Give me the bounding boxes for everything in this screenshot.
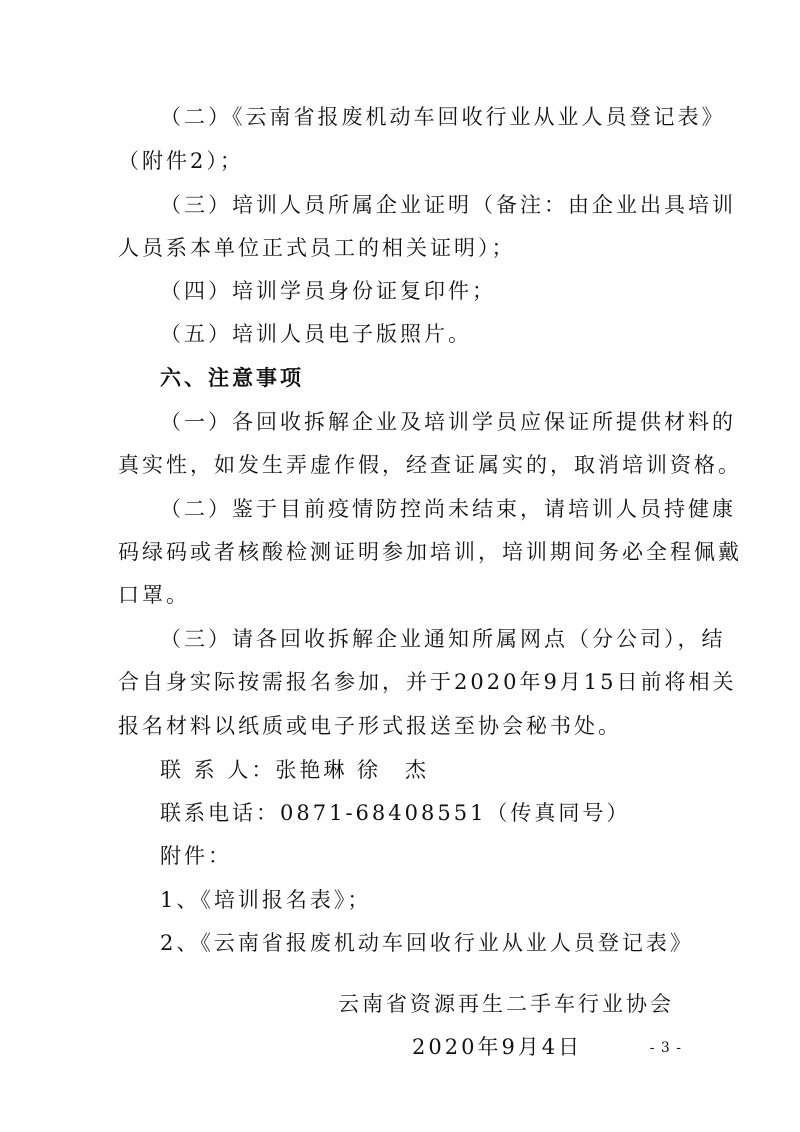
signature-date: 2020年9月4日 — [412, 1035, 583, 1059]
requirement-item-4: （四）培训学员身份证复印件； — [160, 279, 496, 303]
notice-item-1: （一）各回收拆解企业及培训学员应保证所提供材料的 — [160, 410, 736, 434]
notice-item-1-cont: 真实性，如发生弄虚作假，经查证属实的，取消培训资格。 — [118, 453, 742, 477]
notice-item-2-cont: 码绿码或者核酸检测证明参加培训，培训期间务必全程佩戴 — [118, 540, 742, 564]
section-heading: 六、注意事项 — [160, 365, 304, 390]
attachments-heading: 附件： — [160, 844, 232, 868]
contact-phone: 联系电话：0871-68408551（传真同号） — [160, 801, 631, 825]
attachment-item-2: 2、《云南省报废机动车回收行业从业人员登记表》 — [160, 931, 694, 955]
signature-org: 云南省资源再生二手车行业协会 — [338, 992, 674, 1016]
requirement-item-5: （五）培训人员电子版照片。 — [160, 322, 472, 346]
requirement-item-3: （三）培训人员所属企业证明（备注：由企业出具培训 — [160, 193, 736, 217]
notice-item-3-cont: 合自身实际按需报名参加，并于2020年9月15日前将相关 — [118, 670, 737, 694]
requirement-item-2: （二）《云南省报废机动车回收行业从业人员登记表》 — [160, 105, 726, 129]
page-number: - 3 - — [649, 1040, 682, 1056]
attachment-item-1: 1、《培训报名表》； — [160, 888, 372, 912]
notice-item-3: （三）请各回收拆解企业通知所属网点（分公司），结 — [160, 627, 726, 651]
notice-item-2-end: 口罩。 — [118, 583, 190, 607]
notice-item-2: （二）鉴于目前疫情防控尚未结束，请培训人员持健康 — [160, 497, 736, 521]
notice-item-3-end: 报名材料以纸质或电子形式报送至协会秘书处。 — [118, 714, 622, 738]
contact-person: 联 系 人：张艳琳 徐 杰 — [160, 758, 430, 782]
requirement-item-3-cont: 人员系本单位正式员工的相关证明）； — [118, 236, 516, 260]
requirement-item-2-cont: （附件2）； — [118, 149, 244, 173]
